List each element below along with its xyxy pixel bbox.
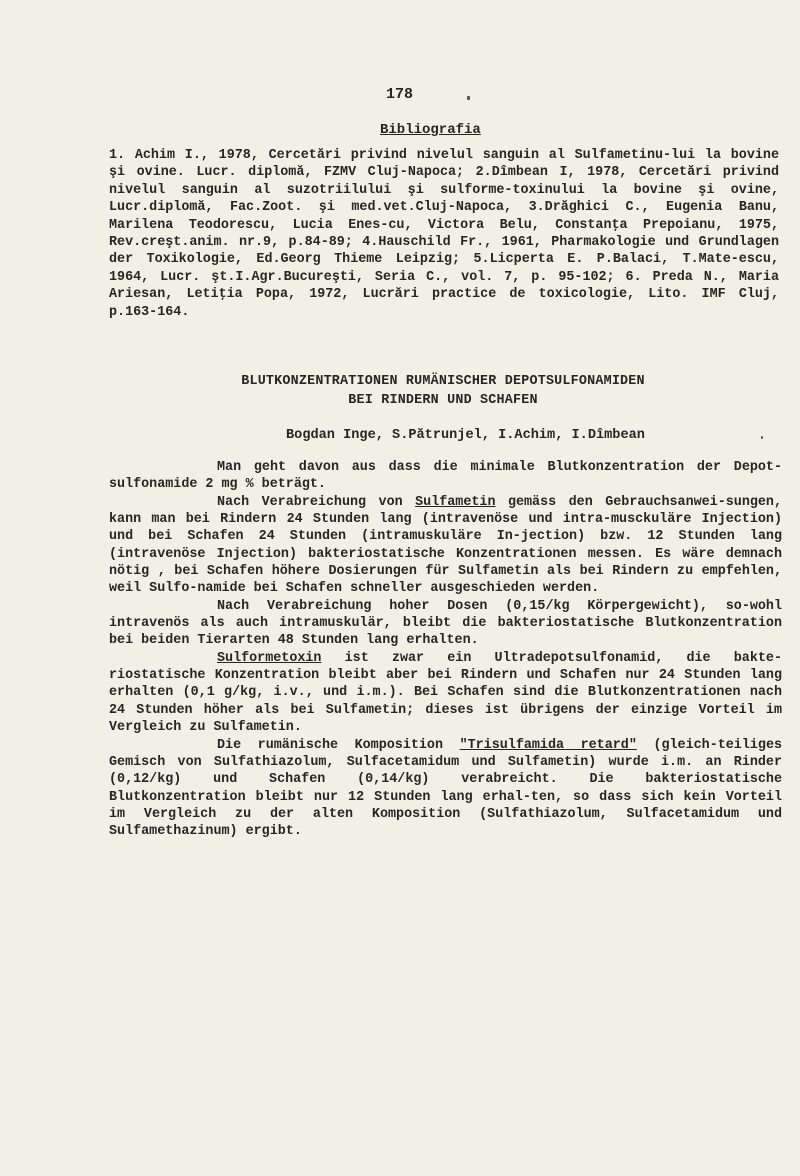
article-title (208, 372, 678, 410)
paragraph-4 (109, 650, 782, 737)
article-title-line-2: BEI RINDERN UND SCHAFEN (348, 393, 538, 408)
paragraph-3 (109, 598, 782, 650)
paragraph-1 (109, 459, 782, 494)
bibliography-heading: Bibliografia (380, 122, 481, 138)
page-number: 178 (386, 86, 414, 103)
article-authors: Bogdan Inge, S.Pătrunjel, I.Achim, I.Dîmbean (286, 428, 645, 443)
paragraph-5 (109, 737, 782, 841)
paragraph-2-text-a: Nach Verabreichung von (217, 494, 416, 510)
ink-speck (761, 436, 763, 439)
paragraph-4-text: ist zwar ein Ultradepotsulfonamid, die bakte-riostatische Konzentration bleibt aber bei Rindern und Schafen nur 24 Stunden lang erhalten (0,1 g/kg, i.v., und i.m.). Bei Schafen sind die Blutkonzentrationen nach 24 Stunden höher als bei Sulfametin; dieses ist übrigens der einzige Vorteil im Vergleich zu Sulfametin. (109, 650, 782, 736)
article-title-line-1: BLUTKONZENTRATIONEN RUMÄNISCHER DEPOTSULFONAMIDEN (241, 374, 645, 389)
paragraph-5-text-b: (gleich-teiliges Gemisch von Sulfathiazolum, Sulfacetamidum und Sulfametin) wurde i.m. an Rinder (0,12/kg) und Schafen (0,14/kg) verabreicht. Die bakteriostatische Blutkonzentration bleibt nur 12 Stunden lang erhal-ten, so dass sich kein Vorteil im Vergleich zu der alten Komposition (Sulfathiazolum, Sulfacetamidum und Sulfamethazinum) ergibt. (109, 737, 783, 840)
paragraph-3-text: Nach Verabreichung hoher Dosen (0,15/kg Körpergewicht), so-wohl intravenös als auch intramuskulär, bleibt die bakteriostatische Blutkonzentration bei beiden Tierarten 48 Stunden lang erhalten. (109, 598, 782, 649)
ink-speck (467, 96, 470, 100)
bibliography-references: 1. Achim I., 1978, Cercetări privind nivelul sanguin al Sulfametinu-lui la bovine şi ovine. Lucr. diplomă, FZMV Cluj-Napoca; 2.Dîmbean I, 1978, Cercetări privind nivelul sanguin al suzotriilului şi sulforme-toxinului la bovine şi ovine, Lucr.diplomă, Fac.Zoot. şi med.vet.Cluj-Napoca, 3.Drăghici C., Eugenia Banu, Marilena Teodorescu, Lucia Enes-cu, Victora Belu, Constanţa Prepoianu, 1975, Rev.creşt.anim. nr.9, p.84-89; 4.Hauschild Fr., 1961, Pharmakologie und Grundlagen der Toxikologie, Ed.Georg Thieme Leipzig; 5.Licperta E. P.Balaci, T.Mate-escu, 1964, Lucr. şt.I.Agr.Bucureşti, Seria C., vol. 7, p. 95-102; 6. Preda N., Maria Ariesan, Letiţia Popa, 1972, Lucrări practice de toxicologie, Lito. IMF Cluj, p.163-164. (109, 148, 779, 320)
paragraph-2 (109, 494, 782, 598)
paragraph-1-text: Man geht davon aus dass die minimale Blutkonzentration der Depot-sulfonamide 2 mg % beträgt. (109, 460, 782, 493)
sulformetoxin-term: Sulformetoxin (217, 650, 322, 666)
paragraph-2-text-b: gemäss den Gebrauchsanwei-sungen, kann man bei Rindern 24 Stunden lang (intravenöse und intra-musckuläre Injection) und bei Schafen 24 Stunden (intramuskuläre In-jection) bzw. 12 Stunden lang (intravenöse Injection) bakteriostatische Konzentrationen messen. Es wäre demnach nötig , bei Schafen höhere Dosierungen für Sulfametin als bei Rindern zu empfehlen, weil Sulfo-namide bei Schafen schneller ausgeschieden werden. (109, 494, 782, 597)
trisulfamida-term: "Trisulfamida retard" (459, 737, 637, 753)
article-body (109, 459, 782, 841)
paragraph-5-text-a: Die rumänische Komposition (217, 737, 460, 753)
sulfametin-term: Sulfametin (415, 494, 496, 510)
